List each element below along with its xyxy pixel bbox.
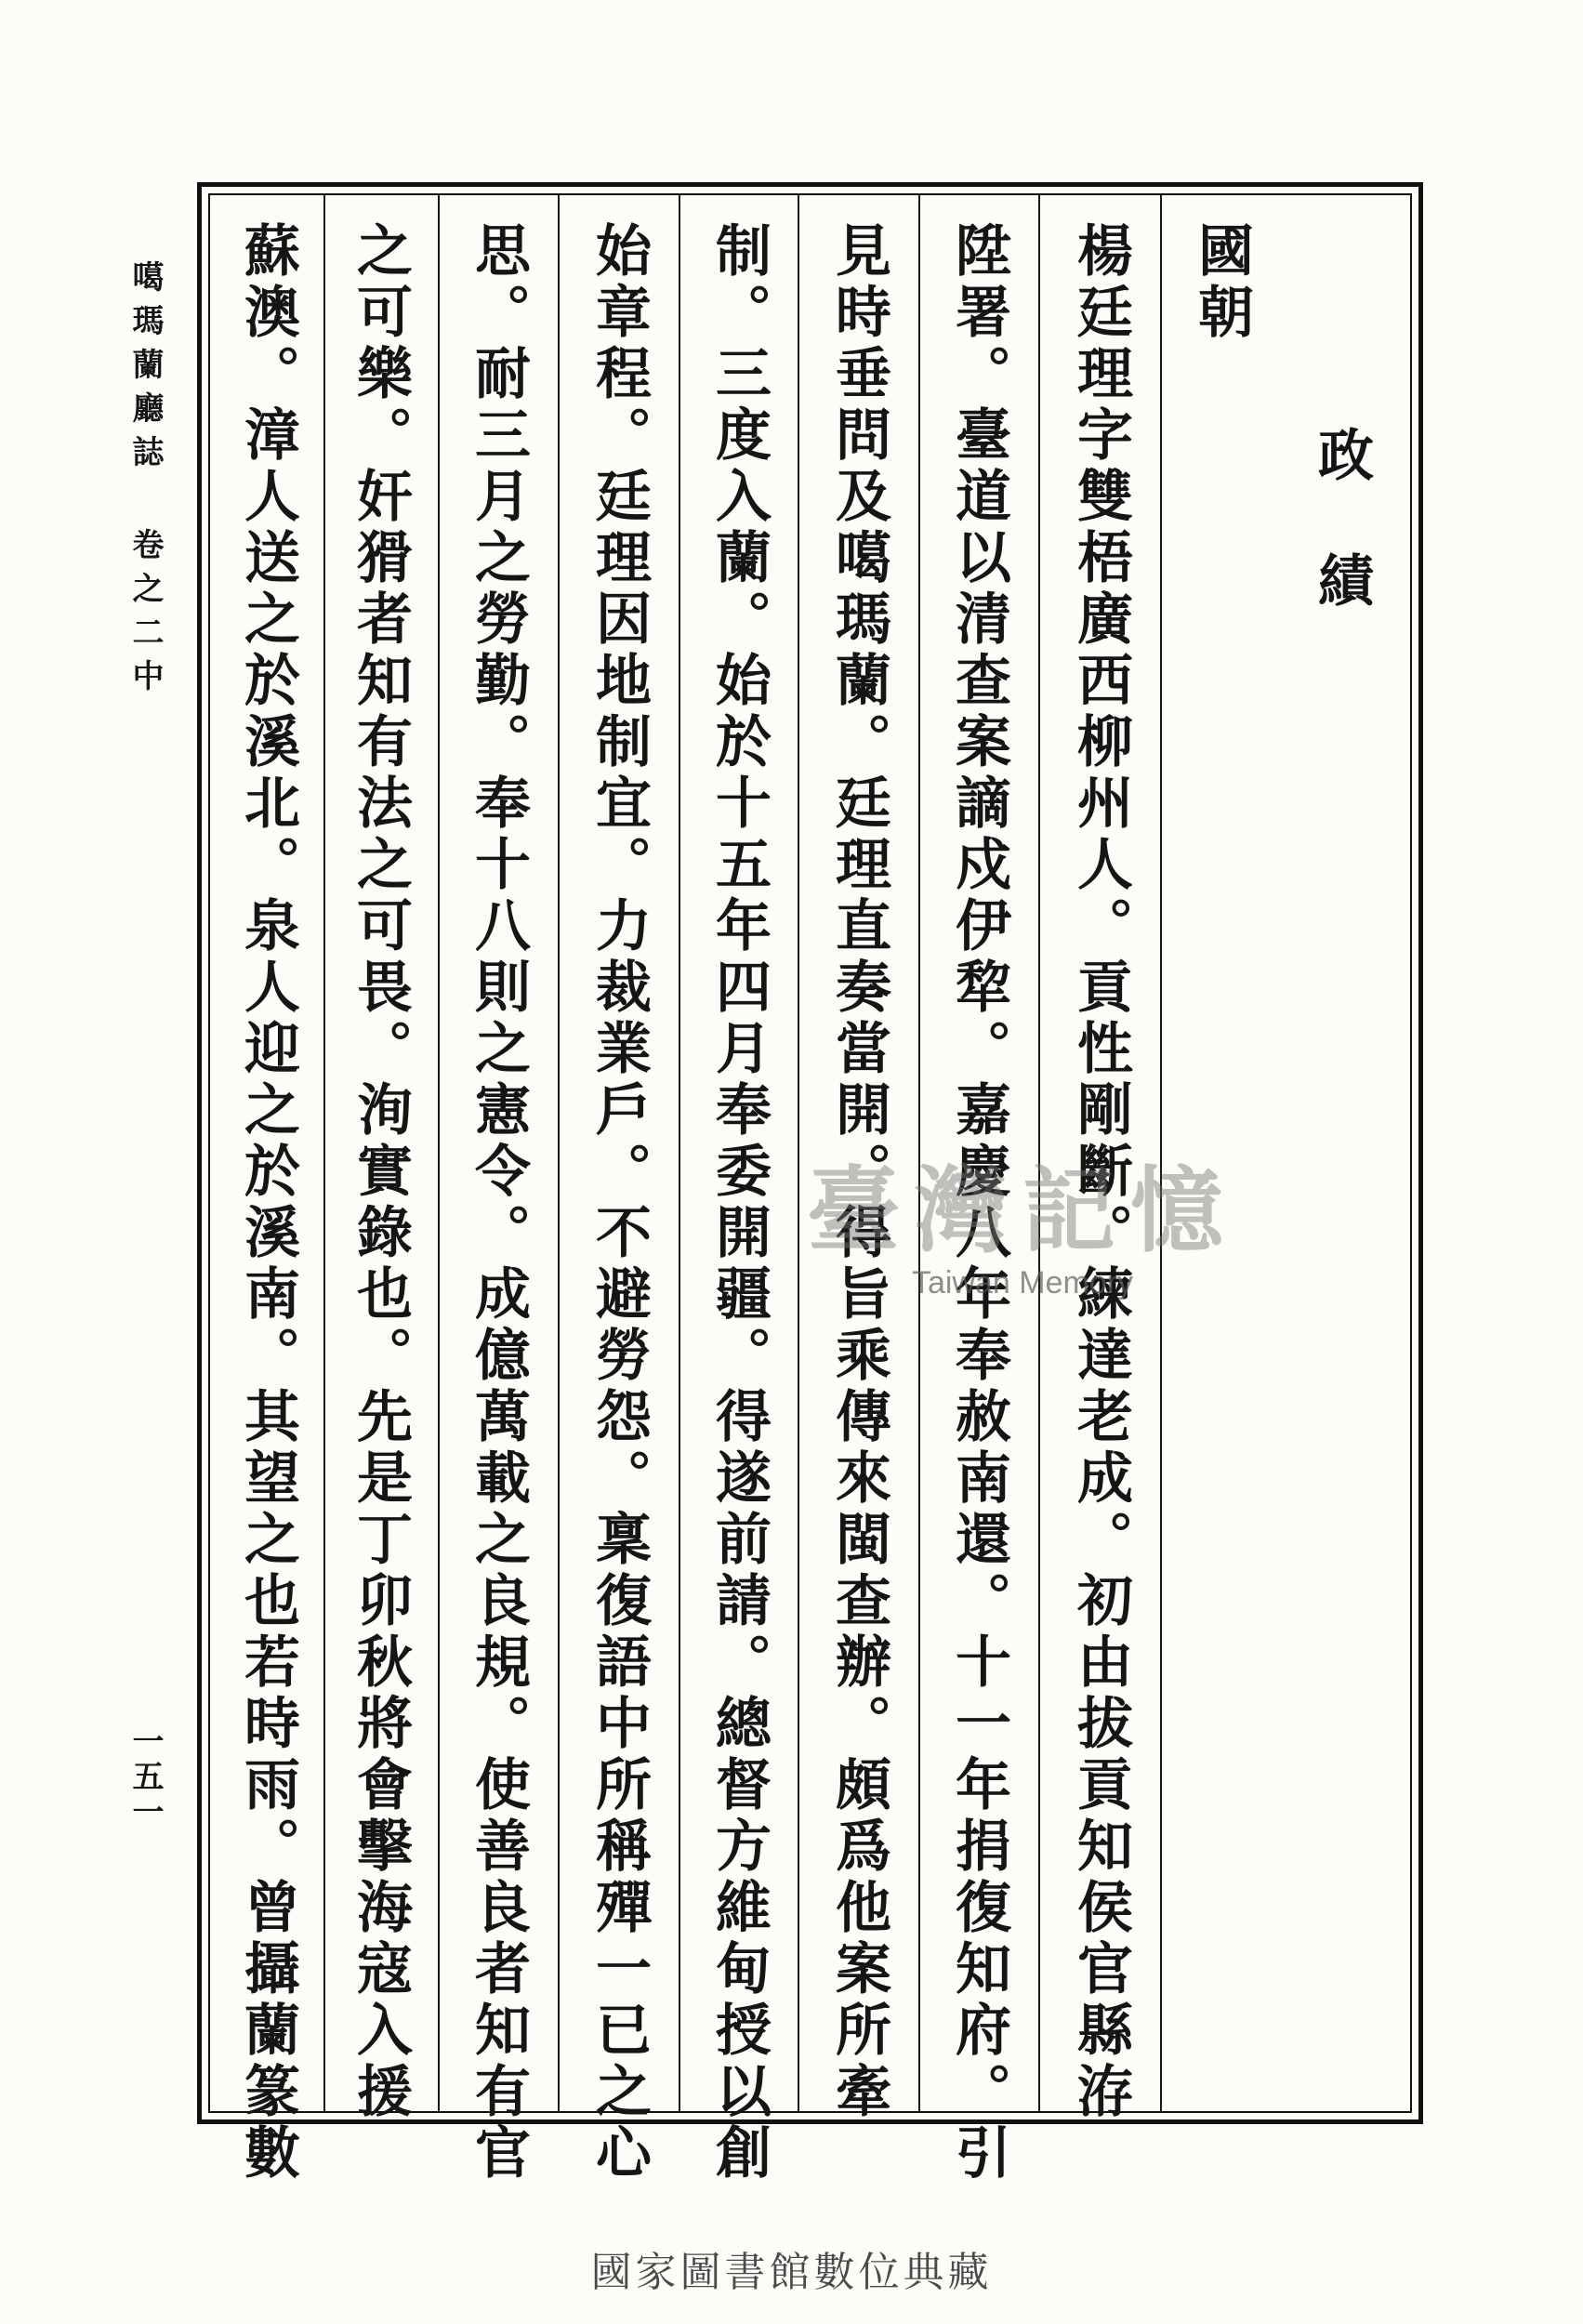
text-column: 始章程。廷理因地制宜。力裁業戶。不避勞怨。稟復語中所稱殫一已之心 [587,221,652,2185]
text-column: 思。耐三月之勞勤。奉十八則之憲令。成億萬載之良規。使善良者知有官 [466,221,531,2185]
text-column: 陞署。臺道以清查案謫戍伊犂。嘉慶八年奉赦南還。十一年捐復知府。引 [946,221,1011,2185]
text-column: 之可樂。奸猾者知有法之可畏。洵實錄也。先是丁卯秋將會擊海寇入援 [348,221,413,2123]
column-rule [679,195,680,2111]
text-column: 楊廷理字雙梧廣西柳州人。貢性剛斷。練達老成。初由拔貢知侯官縣洊 [1068,221,1133,2123]
watermark-english: Taiwan Memory [911,1265,1134,1301]
section-heading: 政績 [1309,426,1374,677]
column-rule [1160,195,1162,2111]
footer-credit: 國家圖書館數位典藏 [590,2249,993,2296]
column-rule [918,195,920,2111]
text-column: 蘇澳。漳人送之於溪北。泉人迎之於溪南。其望之也若時雨。曾攝蘭篆數 [235,221,300,2185]
page-number: 一五一 [126,1724,164,1830]
text-column-dynasty: 國朝 [1189,221,1254,344]
column-rule [1038,195,1040,2111]
text-column: 見時垂問及噶瑪蘭。廷理直奏當開。得旨乘傳來閩查辦。頗爲他案所牽 [826,221,891,2123]
column-rule [798,195,799,2111]
text-column: 制。三度入蘭。始於十五年四月奉委開疆。得遂前請。總督方維甸授以創 [706,221,772,2185]
column-rule [438,195,440,2111]
watermark-chinese: 臺灣記憶 [807,1156,1238,1265]
column-rule [558,195,560,2111]
running-head: 噶瑪蘭廳誌 卷之二中 [126,260,164,703]
taiwan-memory-watermark [781,1157,1264,1301]
